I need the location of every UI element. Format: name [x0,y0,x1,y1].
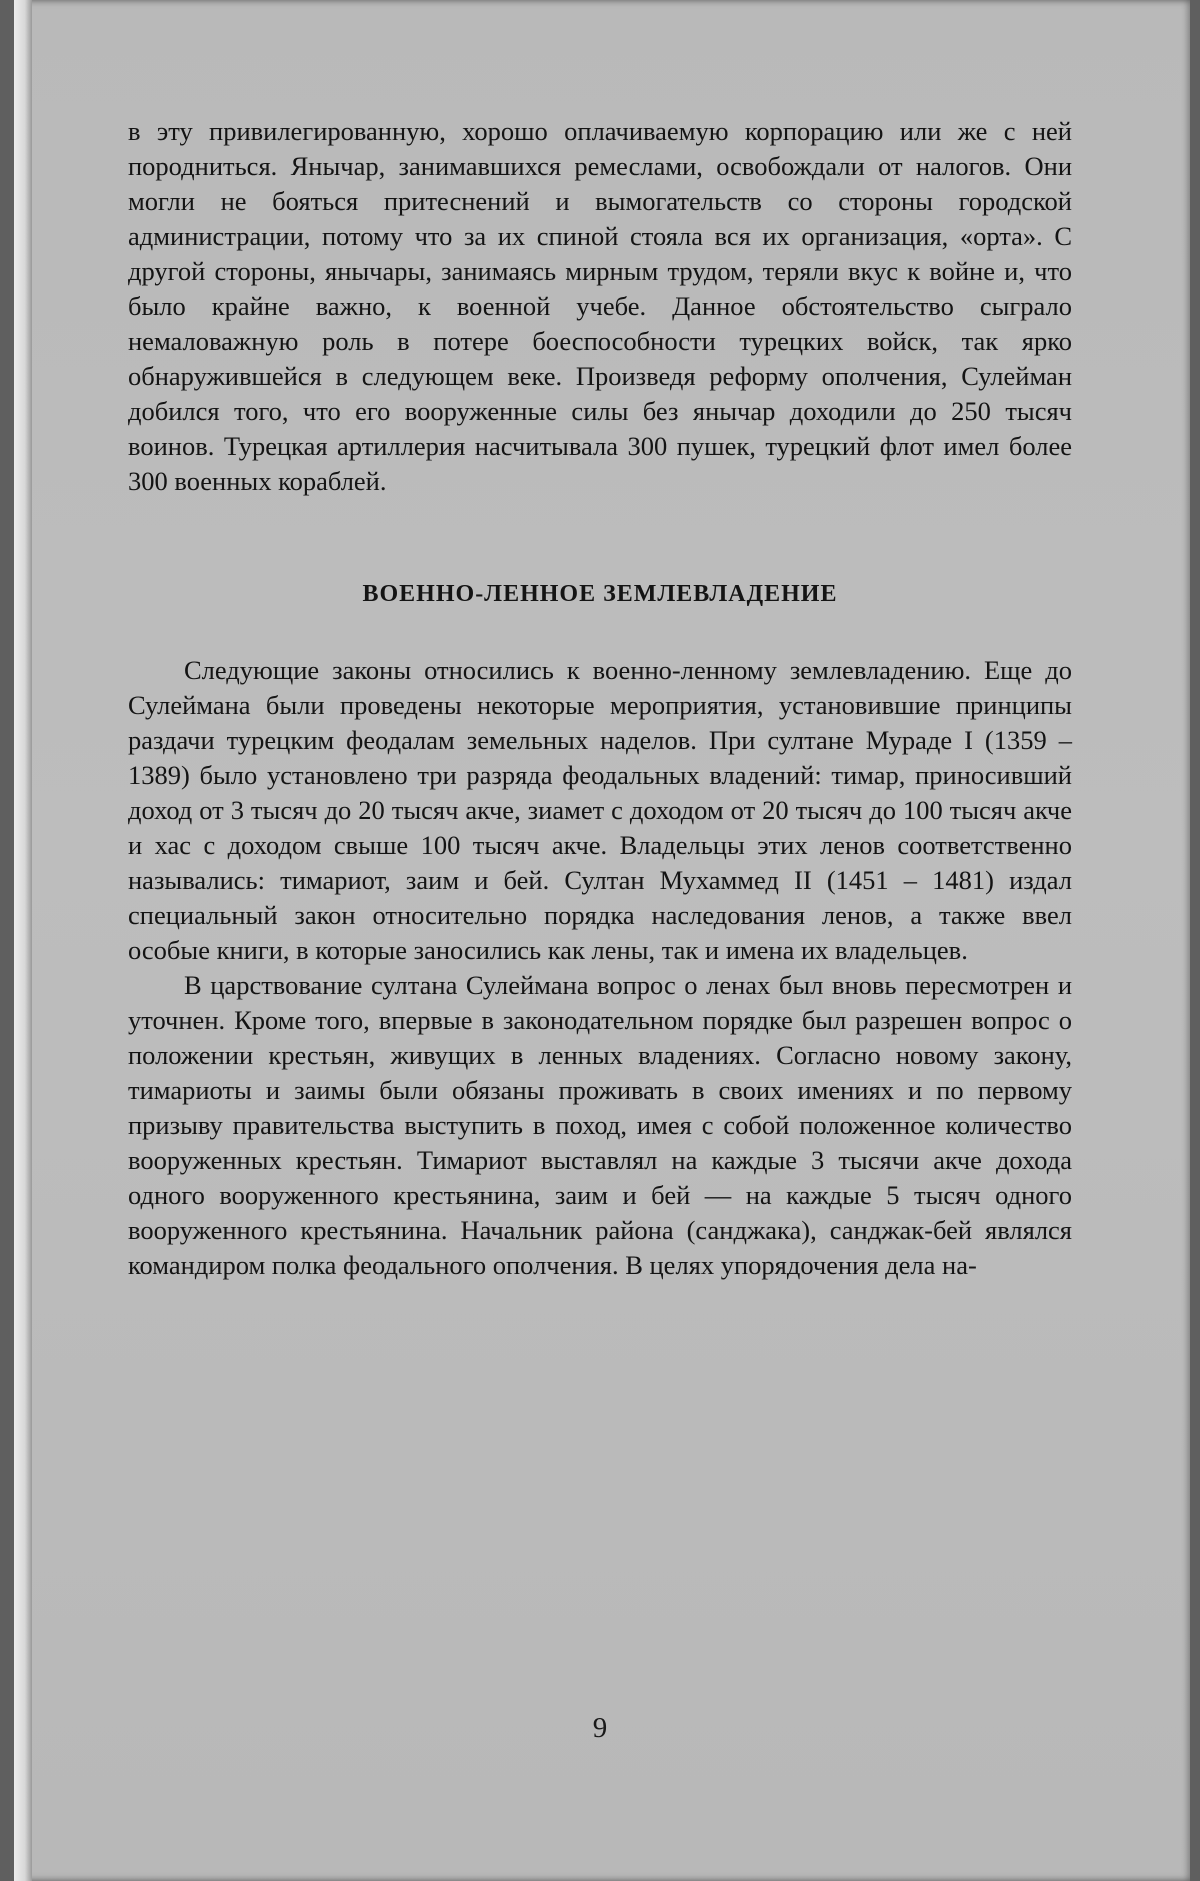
page-text-body [128,114,1072,1283]
paragraph-military-fief-laws: Следующие законы относились к военно-ленному землевладению. Еще до Сулеймана были проведены некоторые мероприятия, установившие принципы раздачи турецким феодалам земельных наделов. При султане Мураде I (1359 – 1389) было установлено три разряда феодальных владений: тимар, приносивший доход от 3 тысяч до 20 тысяч акче, зиамет с доходом от 20 тысяч до 100 тысяч акче и хас с доходом свыше 100 тысяч акче. Владельцы этих ленов соответственно назывались: тимариот, заим и бей. Султан Мухаммед II (1451 – 1481) издал специальный закон относительно порядка наследования ленов, а также ввел особые книги, в которые заносились как лены, так и имена их владельцев. [128,655,1072,965]
paragraph-suleiman-reform: В царствование султана Сулеймана вопрос о ленах был вновь пересмотрен и уточнен. Кроме того, впервые в законодательном порядке был разрешен вопрос о положении крестьян, живущих в ленных владениях. Согласно новому закону, тимариоты и заимы были обязаны проживать в своих имениях и по первому призыву правительства выступить в поход, имея с собой положенное количество вооруженных крестьян. Тимариот выставлял на каждые 3 тысячи акче дохода одного вооруженного крестьянина, заим и бей — на каждые 5 тысяч одного вооруженного крестьянина. Начальник района (санджака), санджак-бей являлся командиром полка феодального ополчения. В целях упорядочения дела на- [128,970,1072,1280]
section-heading: ВОЕННО-ЛЕННОЕ ЗЕМЛЕВЛАДЕНИЕ [362,581,838,607]
paragraph-janissaries: в эту привилегированную, хорошо оплачиваемую корпорацию или же с ней породниться. Янычар, занимавшихся ремеслами, освобождали от налогов. Они могли не бояться притеснений и вымогательств со стороны городской администрации, потому что за их спиной стояла вся их организация, «орта». С другой стороны, янычары, занимаясь мирным трудом, теряли вкус к войне и, что было крайне важно, к военной учебе. Данное обстоятельство сыграло немаловажную роль в потере боеспособности турецких войск, так ярко обнаружившейся в следующем веке. Произведя реформу ополчения, Сулейман добился того, что его вооруженные силы без янычар доходили до 250 тысяч воинов. Турецкая артиллерия насчитывала 300 пушек, турецкий флот имел более 300 военных кораблей. [128,116,1072,496]
page-number: 9 [592,1712,608,1744]
page-spine-edge [14,0,32,1881]
